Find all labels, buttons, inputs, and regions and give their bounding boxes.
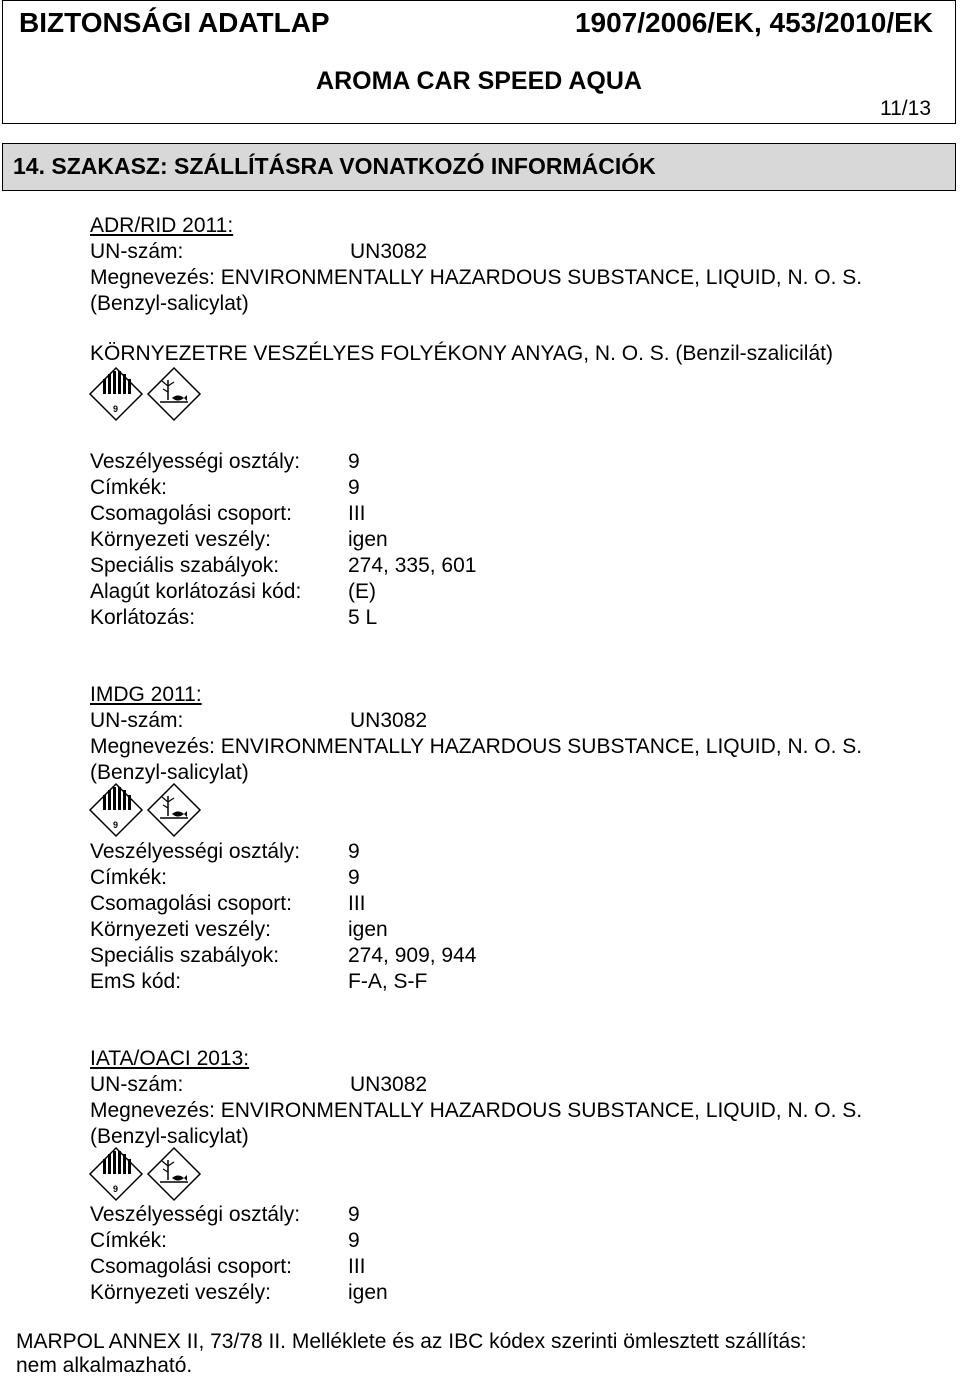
imdg-row-value: 9: [348, 866, 360, 889]
adr-row-value: 5 L: [348, 606, 378, 629]
iata-row-value: 9: [348, 1203, 360, 1226]
adr-row-value: 274, 335, 601: [348, 554, 477, 577]
environment-hazard-icon: [148, 368, 200, 420]
imdg-heading: IMDG 2011:: [90, 683, 202, 706]
adr-row-value: (E): [348, 580, 376, 603]
imdg-un-label: UN-szám:: [90, 709, 184, 732]
section-heading: [2, 143, 956, 191]
iata-heading: IATA/OACI 2013:: [90, 1047, 250, 1070]
imdg-row-value: igen: [348, 918, 388, 941]
class-9-hazard-icon: [90, 784, 142, 836]
adr-row-label: Csomagolási csoport:: [90, 502, 292, 525]
adr-row-label: Veszélyességi osztály:: [90, 450, 301, 473]
imdg-row-value: 274, 909, 944: [348, 944, 477, 967]
imdg-row-label: Speciális szabályok:: [90, 944, 280, 967]
adr-un-value: UN3082: [350, 240, 428, 263]
imdg-pictograms: [88, 782, 208, 840]
imdg-row-value: 9: [348, 840, 360, 863]
imdg-name-line2: (Benzyl-salicylat): [90, 761, 249, 784]
svg-text:9: 9: [113, 1184, 119, 1194]
imdg-row-label: Veszélyességi osztály:: [90, 840, 301, 863]
iata-row-label: Környezeti veszély:: [90, 1281, 271, 1304]
marpol-line1: MARPOL ANNEX II, 73/78 II. Melléklete és az IBC kódex szerinti ömlesztett szállítás:: [16, 1330, 807, 1353]
iata-un-value: UN3082: [350, 1073, 428, 1096]
imdg-row-label: Címkék:: [90, 866, 168, 889]
svg-text:9: 9: [113, 820, 119, 830]
class-9-hazard-icon: [90, 368, 142, 420]
iata-row-value: 9: [348, 1229, 360, 1252]
section-title: 14. SZAKASZ: SZÁLLÍTÁSRA VONATKOZÓ INFORMÁCIÓK: [13, 153, 656, 179]
imdg-row-value: III: [348, 892, 366, 915]
marpol-line2: nem alkalmazható.: [16, 1354, 193, 1377]
adr-row-value: III: [348, 502, 366, 525]
adr-un-label: UN-szám:: [90, 240, 184, 263]
iata-row-value: III: [348, 1255, 366, 1278]
adr-row-label: Alagút korlátozási kód:: [90, 580, 302, 603]
adr-hu-name: KÖRNYEZETRE VESZÉLYES FOLYÉKONY ANYAG, N. O. S. (Benzil-szalicilát): [90, 342, 833, 365]
imdg-row-label: Csomagolási csoport:: [90, 892, 292, 915]
class-9-hazard-icon: [90, 1148, 142, 1200]
environment-hazard-icon: [148, 784, 200, 836]
adr-row-label: Címkék:: [90, 476, 168, 499]
regulation-reference: 1907/2006/EK, 453/2010/EK: [574, 7, 933, 38]
iata-pictograms: [88, 1146, 208, 1204]
adr-row-value: igen: [348, 528, 388, 551]
iata-name-line2: (Benzyl-salicylat): [90, 1125, 249, 1148]
adr-name-line2: (Benzyl-salicylat): [90, 292, 249, 315]
adr-row-label: Környezeti veszély:: [90, 528, 271, 551]
document-header: [2, 0, 956, 124]
iata-row-label: Veszélyességi osztály:: [90, 1203, 301, 1226]
page-number: 11/13: [880, 97, 931, 120]
imdg-name-line1: Megnevezés: ENVIRONMENTALLY HAZARDOUS SUBSTANCE, LIQUID, N. O. S.: [90, 735, 863, 758]
iata-row-label: Csomagolási csoport:: [90, 1255, 292, 1278]
imdg-row-label: Környezeti veszély:: [90, 918, 271, 941]
adr-row-label: Speciális szabályok:: [90, 554, 280, 577]
adr-row-value: 9: [348, 450, 360, 473]
environment-hazard-icon: [148, 1148, 200, 1200]
product-name: AROMA CAR SPEED AQUA: [316, 67, 642, 95]
adr-row-value: 9: [348, 476, 360, 499]
adr-pictograms: [88, 366, 208, 424]
imdg-row-label: EmS kód:: [90, 970, 182, 993]
svg-text:9: 9: [113, 404, 119, 414]
imdg-un-value: UN3082: [350, 709, 428, 732]
iata-row-value: igen: [348, 1281, 388, 1304]
adr-heading: ADR/RID 2011:: [90, 214, 234, 237]
imdg-row-value: F-A, S-F: [348, 970, 428, 993]
iata-un-label: UN-szám:: [90, 1073, 184, 1096]
adr-row-label: Korlátozás:: [90, 606, 196, 629]
iata-row-label: Címkék:: [90, 1229, 168, 1252]
adr-name-line1: Megnevezés: ENVIRONMENTALLY HAZARDOUS SUBSTANCE, LIQUID, N. O. S.: [90, 266, 863, 289]
document-title: BIZTONSÁGI ADATLAP: [19, 7, 330, 38]
iata-name-line1: Megnevezés: ENVIRONMENTALLY HAZARDOUS SUBSTANCE, LIQUID, N. O. S.: [90, 1099, 863, 1122]
